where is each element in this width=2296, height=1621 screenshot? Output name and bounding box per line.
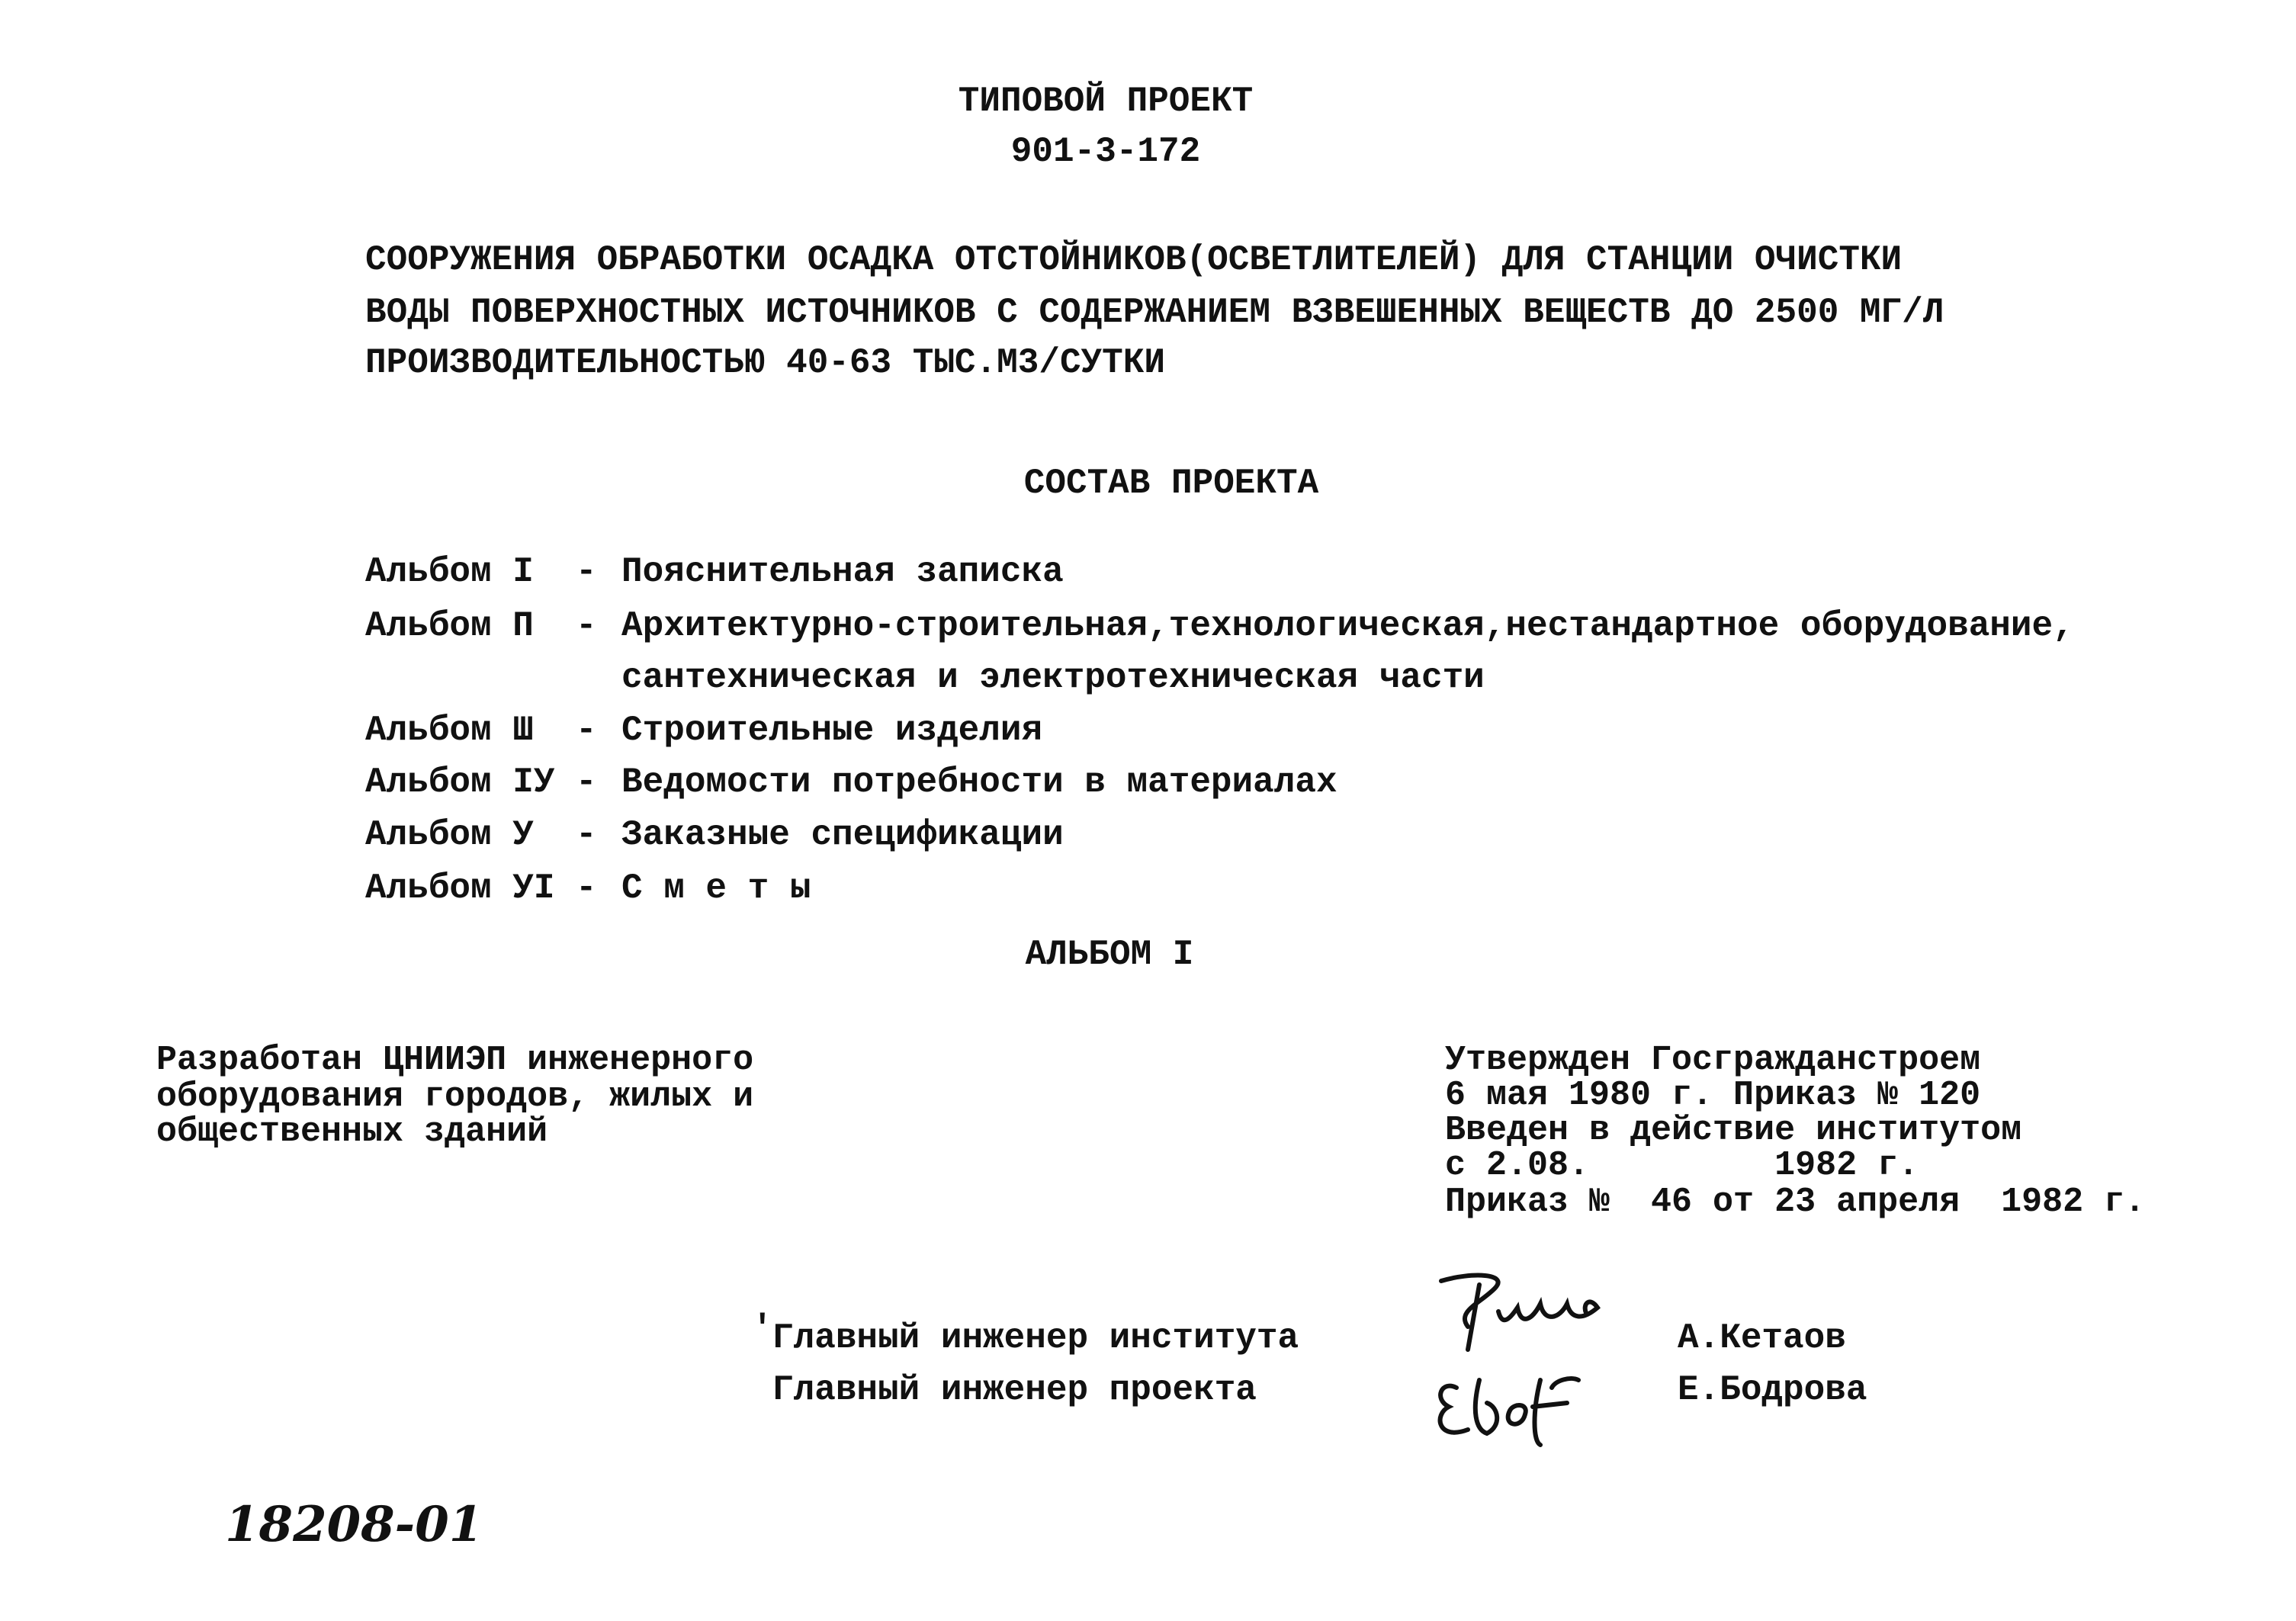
- approval-line: Приказ № 46 от 23 апреля 1982 г.: [1445, 1183, 2146, 1221]
- composition-heading: СОСТАВ ПРОЕКТА: [1023, 464, 1319, 503]
- album-label: Альбом П -: [365, 606, 597, 646]
- developer-line: оборудования городов, жилых и: [156, 1077, 754, 1116]
- album-label: Альбом Ш -: [365, 711, 597, 750]
- signatory-name: Е.Бодрова: [1678, 1370, 1867, 1410]
- tick-mark: ʹ: [752, 1309, 773, 1349]
- developer-line: Разработан ЦНИИЭП инженерного: [156, 1041, 754, 1080]
- album-heading: АЛЬБОМ I: [1025, 935, 1194, 974]
- album-label: Альбом У -: [365, 815, 597, 855]
- title-line: ВОДЫ ПОВЕРХНОСТНЫХ ИСТОЧНИКОВ С СОДЕРЖАНИЕМ ВЗВЕШЕННЫХ ВЕЩЕСТВ ДО 2500 МГ/Л: [365, 293, 1944, 332]
- album-description: С м е т ы: [621, 868, 811, 908]
- signatory-name: А.Кетаов: [1678, 1318, 1846, 1358]
- album-description: Архитектурно-строительная,технологическая,нестандартное оборудование,: [621, 606, 2074, 646]
- inventory-number: 18208-01: [225, 1496, 483, 1553]
- document-type-label: ТИПОВОЙ ПРОЕКТ: [958, 82, 1254, 121]
- album-description: Заказные спецификации: [621, 815, 1064, 855]
- album-label: Альбом IУ -: [365, 762, 597, 802]
- album-description: Ведомости потребности в материалах: [621, 762, 1337, 802]
- title-line: ПРОИЗВОДИТЕЛЬНОСТЬЮ 40-63 ТЫС.М3/СУТКИ: [365, 343, 1165, 383]
- project-number: 901-3-172: [1010, 132, 1201, 172]
- approval-line: с 2.08. 1982 г.: [1445, 1146, 1919, 1185]
- album-label: Альбом УI -: [365, 868, 597, 908]
- signatory-role: Главный инженер проекта: [772, 1370, 1257, 1410]
- album-description: Пояснительная записка: [621, 552, 1064, 592]
- album-description: Строительные изделия: [621, 711, 1043, 750]
- approval-line: 6 мая 1980 г. Приказ № 120: [1445, 1076, 1981, 1115]
- album-description: сантехническая и электротехническая части: [621, 658, 1485, 698]
- developer-line: общественных зданий: [156, 1112, 548, 1151]
- album-label: Альбом I -: [365, 552, 597, 592]
- approval-line: Введен в действие институтом: [1445, 1111, 2022, 1150]
- signatory-role: Главный инженер института: [772, 1318, 1299, 1358]
- title-line: СООРУЖЕНИЯ ОБРАБОТКИ ОСАДКА ОТСТОЙНИКОВ(ОСВЕТЛИТЕЛЕЙ) ДЛЯ СТАНЦИИ ОЧИСТКИ: [365, 240, 1903, 280]
- approval-line: Утвержден Госгражданстроем: [1445, 1041, 1981, 1080]
- handwritten-signature: [1426, 1266, 1639, 1449]
